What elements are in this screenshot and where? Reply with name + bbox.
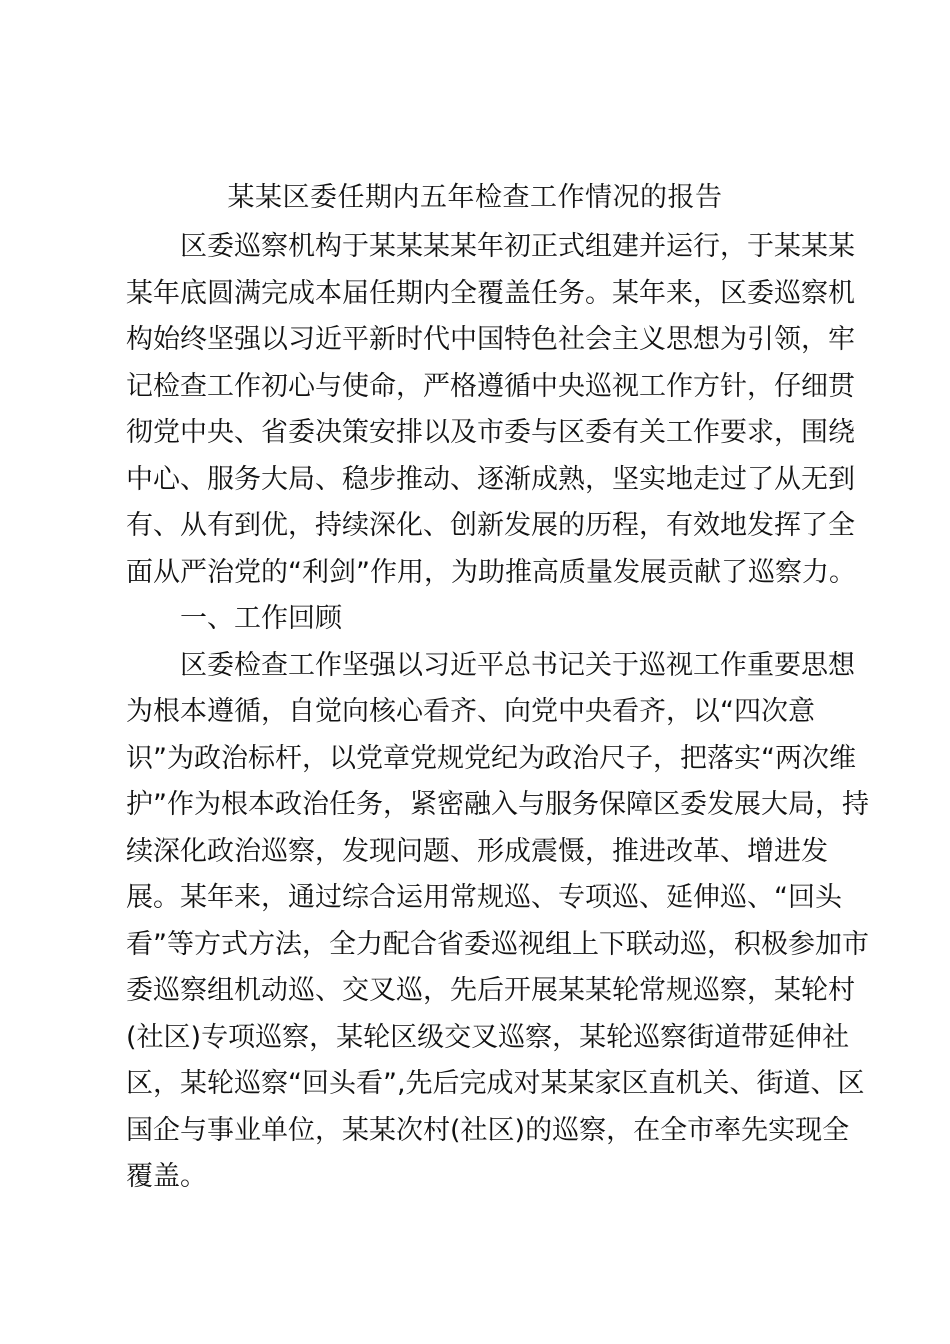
document-body bbox=[126, 224, 869, 1201]
paragraph-line: 区委巡察机构于某某某某年初正式组建并运行，于某某某 bbox=[180, 231, 855, 262]
paragraph-line: 有、从有到优，持续深化、创新发展的历程，有效地发挥了全 bbox=[126, 510, 855, 541]
paragraph-line: 国企与事业单位，某某次村(社区)的巡察，在全市率先实现全 bbox=[126, 1114, 850, 1146]
paragraph-line: 续深化政治巡察，发现问题、形成震慑，推进改革、增进发 bbox=[126, 835, 828, 867]
paragraph-line: 护”作为根本政治任务，紧密融入与服务保障区委发展大局，持 bbox=[126, 789, 869, 820]
paragraph-line: 覆盖。 bbox=[126, 1161, 207, 1192]
paragraph-line: 看”等方式方法，全力配合省委巡视组上下联动巡，积极参加市 bbox=[126, 928, 869, 960]
section-heading: 一、工作回顾 bbox=[180, 603, 342, 634]
document-title: 某某区委任期内五年检查工作情况的报告 bbox=[227, 182, 723, 213]
paragraph-line: 区委检查工作坚强以习近平总书记关于巡视工作重要思想 bbox=[180, 649, 855, 681]
paragraph-line: 中心、服务大局、稳步推动、逐渐成熟，坚实地走过了从无到 bbox=[126, 463, 855, 495]
paragraph-line: 记检查工作初心与使命，严格遵循中央巡视工作方针，仔细贯 bbox=[126, 370, 855, 402]
paragraph-line: 委巡察组机动巡、交叉巡，先后开展某某轮常规巡察，某轮村 bbox=[126, 975, 855, 1006]
paragraph-line: 构始终坚强以习近平新时代中国特色社会主义思想为引领，牢 bbox=[126, 324, 855, 355]
paragraph-line: 彻党中央、省委决策安排以及市委与区委有关工作要求，围绕 bbox=[126, 417, 855, 448]
paragraph-line: 区，某轮巡察“回头看”,先后完成对某某家区直机关、街道、区 bbox=[126, 1068, 865, 1099]
paragraph-line: 面从严治党的“利剑”作用，为助推高质量发展贡献了巡察力。 bbox=[126, 556, 856, 588]
paragraph-line: 为根本遵循，自觉向核心看齐、向党中央看齐，以“四次意 bbox=[126, 696, 815, 727]
paragraph-line: 识”为政治标杆，以党章党规党纪为政治尺子，把落实“两次维 bbox=[126, 742, 856, 774]
paragraph-line: (社区)专项巡察，某轮区级交叉巡察，某轮巡察街道带延伸社 bbox=[126, 1021, 850, 1053]
paragraph-line: 展。某年来，通过综合运用常规巡、专项巡、延伸巡、“回头 bbox=[126, 882, 842, 913]
paragraph-line: 某年底圆满完成本届任期内全覆盖任务。某年来，区委巡察机 bbox=[126, 277, 855, 309]
